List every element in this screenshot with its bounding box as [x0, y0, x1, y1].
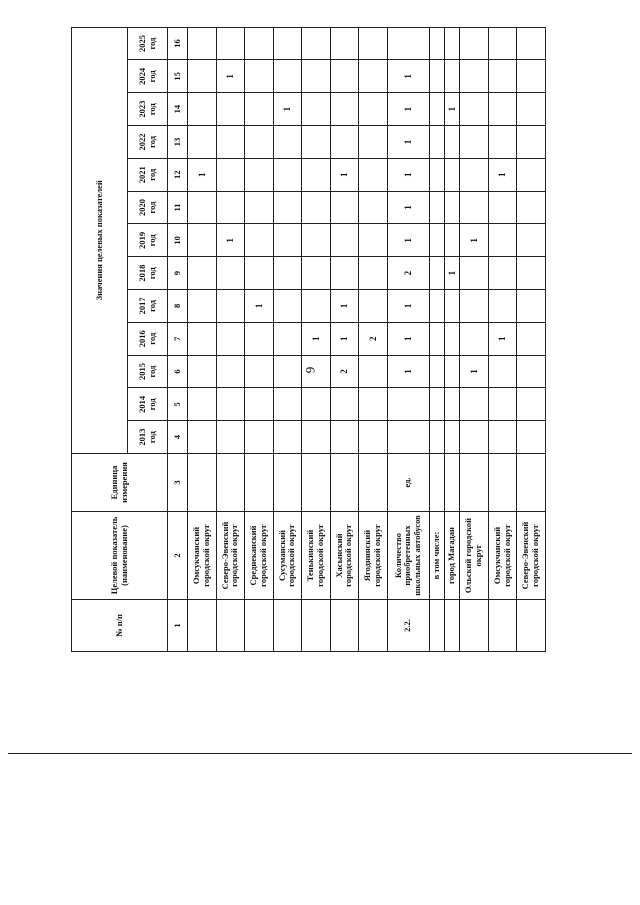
row-num [330, 600, 359, 652]
row-unit [444, 454, 460, 512]
row-value: 1 [488, 158, 517, 191]
row-value [216, 158, 245, 191]
column-number: 16 [168, 27, 188, 60]
row-value [245, 93, 274, 126]
table-row [302, 27, 331, 651]
row-value [429, 27, 444, 60]
row-value [359, 355, 388, 388]
row-value: 1 [387, 224, 429, 257]
column-number: 15 [168, 60, 188, 93]
row-value [444, 191, 460, 224]
row-value [273, 158, 302, 191]
row-value [517, 27, 546, 60]
header-year: 2015 год [128, 355, 168, 388]
row-value: 1 [444, 93, 460, 126]
row-value [245, 126, 274, 159]
row-value: 1 [330, 322, 359, 355]
row-value [488, 27, 517, 60]
row-value [517, 421, 546, 454]
row-value [245, 158, 274, 191]
column-number: 9 [168, 257, 188, 290]
row-value [517, 191, 546, 224]
row-value [460, 60, 489, 93]
column-number: 12 [168, 158, 188, 191]
table-row [245, 27, 274, 651]
row-num [302, 600, 331, 652]
row-num [216, 600, 245, 652]
row-unit [330, 454, 359, 512]
row-value [245, 257, 274, 290]
column-number: 5 [168, 388, 188, 421]
header-year: 2013 год [128, 421, 168, 454]
row-name: Омсукчанский городской округ [188, 512, 217, 600]
row-value: 1 [330, 290, 359, 323]
row-value [460, 126, 489, 159]
row-value [460, 93, 489, 126]
table-row [517, 27, 546, 651]
header-indicator: Целевой показатель (наименование) [72, 512, 168, 600]
row-value [302, 126, 331, 159]
row-value: 1 [273, 93, 302, 126]
column-number: 14 [168, 93, 188, 126]
row-value [216, 322, 245, 355]
row-name: Северо-Эвенский городской округ [517, 512, 546, 600]
row-value: 1 [188, 158, 217, 191]
row-value [273, 290, 302, 323]
column-number: 7 [168, 322, 188, 355]
row-value [517, 126, 546, 159]
row-value: 1 [387, 191, 429, 224]
header-year: 2022 год [128, 126, 168, 159]
row-value [460, 421, 489, 454]
row-num [444, 600, 460, 652]
row-value [188, 93, 217, 126]
row-name: Количество приобретенных школьных автобусов [387, 512, 429, 600]
row-value [188, 355, 217, 388]
table-row [273, 27, 302, 651]
row-value [460, 388, 489, 421]
row-value [330, 388, 359, 421]
row-value: 1 [387, 355, 429, 388]
row-value [216, 191, 245, 224]
row-value: 1 [387, 158, 429, 191]
row-value [302, 290, 331, 323]
header-values: Значения целевых показателей [72, 27, 128, 453]
row-value [429, 421, 444, 454]
row-value [387, 27, 429, 60]
row-value [444, 224, 460, 257]
row-value [488, 93, 517, 126]
row-value [517, 388, 546, 421]
row-unit [216, 454, 245, 512]
row-value [273, 60, 302, 93]
row-value [273, 421, 302, 454]
row-unit [517, 454, 546, 512]
row-value [302, 388, 331, 421]
row-value [216, 126, 245, 159]
column-number: 3 [168, 454, 188, 512]
row-unit [245, 454, 274, 512]
row-value [359, 191, 388, 224]
row-value [302, 421, 331, 454]
row-value [429, 93, 444, 126]
page-divider [8, 753, 632, 754]
table-row [387, 27, 429, 651]
column-number: 13 [168, 126, 188, 159]
row-value [188, 290, 217, 323]
row-value [429, 224, 444, 257]
row-value [517, 322, 546, 355]
row-num: 2.2. [387, 600, 429, 652]
row-value [429, 191, 444, 224]
header-year: 2016 год [128, 322, 168, 355]
row-value [488, 257, 517, 290]
row-value [330, 224, 359, 257]
table-row [330, 27, 359, 651]
row-value [359, 290, 388, 323]
row-value [444, 388, 460, 421]
row-value [460, 191, 489, 224]
row-unit [359, 454, 388, 512]
column-number: 6 [168, 355, 188, 388]
row-value [245, 60, 274, 93]
row-unit [488, 454, 517, 512]
header-year: 2023 год [128, 93, 168, 126]
row-num [245, 600, 274, 652]
row-value: 1 [387, 60, 429, 93]
row-value [488, 60, 517, 93]
row-value [517, 158, 546, 191]
row-unit [429, 454, 444, 512]
row-num [488, 600, 517, 652]
row-value [273, 224, 302, 257]
header-year: 2018 год [128, 257, 168, 290]
row-value [444, 27, 460, 60]
row-num [460, 600, 489, 652]
row-name: Ягоднинский городской округ [359, 512, 388, 600]
row-value [429, 158, 444, 191]
row-value [359, 224, 388, 257]
row-name: Северо-Эвенский городской округ [216, 512, 245, 600]
row-value: 1 [460, 224, 489, 257]
table-row [188, 27, 217, 651]
row-value [330, 27, 359, 60]
header-year: 2020 год [128, 191, 168, 224]
row-value [387, 388, 429, 421]
table-body [188, 27, 546, 651]
row-value [429, 322, 444, 355]
row-value [488, 191, 517, 224]
row-value [188, 257, 217, 290]
row-value: 1 [488, 322, 517, 355]
header-num: № п/п [72, 600, 168, 652]
row-value [302, 60, 331, 93]
row-value [488, 126, 517, 159]
indicators-table [71, 27, 546, 652]
row-value [330, 421, 359, 454]
header-year: 2024 год [128, 60, 168, 93]
row-value [188, 322, 217, 355]
column-number: 1 [168, 600, 188, 652]
row-value [460, 257, 489, 290]
row-value [188, 191, 217, 224]
row-value [245, 224, 274, 257]
row-num [188, 600, 217, 652]
row-value: 1 [387, 290, 429, 323]
row-name: Омсукчанский городской округ [488, 512, 517, 600]
row-value [488, 290, 517, 323]
row-value: 2 [330, 355, 359, 388]
header-year: 2019 год [128, 224, 168, 257]
row-num [359, 600, 388, 652]
row-value [359, 388, 388, 421]
row-value [429, 290, 444, 323]
header-year: 2014 год [128, 388, 168, 421]
row-value [216, 257, 245, 290]
row-unit [460, 454, 489, 512]
header-unit: Единица измерения [72, 454, 168, 512]
row-value [359, 257, 388, 290]
rotated-table-container [71, 37, 546, 652]
column-number: 10 [168, 224, 188, 257]
row-value [273, 27, 302, 60]
row-value [517, 224, 546, 257]
row-value: 1 [387, 126, 429, 159]
row-value: 1 [460, 355, 489, 388]
row-value [273, 257, 302, 290]
table-row [444, 27, 460, 651]
row-value [429, 126, 444, 159]
row-value [302, 93, 331, 126]
row-value [302, 224, 331, 257]
row-name: Хасынский городской округ [330, 512, 359, 600]
table-row [460, 27, 489, 651]
row-value [216, 27, 245, 60]
row-name: Ольский городской округ [460, 512, 489, 600]
row-name: Сусуманский городской округ [273, 512, 302, 600]
row-value [488, 355, 517, 388]
row-value [460, 290, 489, 323]
row-value [188, 421, 217, 454]
row-value [302, 191, 331, 224]
row-value [429, 355, 444, 388]
row-value [188, 126, 217, 159]
table-row [429, 27, 444, 651]
table-row [216, 27, 245, 651]
table-row [359, 27, 388, 651]
column-number: 2 [168, 512, 188, 600]
row-name: город Магадан [444, 512, 460, 600]
row-value: 1 [216, 224, 245, 257]
row-name: в том числе: [429, 512, 444, 600]
row-name: Среднеканский городской округ [245, 512, 274, 600]
row-value [273, 191, 302, 224]
column-numbers-row [168, 27, 188, 651]
row-value [444, 322, 460, 355]
row-num [273, 600, 302, 652]
row-value [188, 60, 217, 93]
table-row [488, 27, 517, 651]
row-value [188, 224, 217, 257]
row-num [517, 600, 546, 652]
row-value [245, 27, 274, 60]
row-value: 1 [444, 257, 460, 290]
row-value [359, 421, 388, 454]
row-value [488, 224, 517, 257]
row-num [429, 600, 444, 652]
row-value [330, 126, 359, 159]
row-value [245, 355, 274, 388]
row-value [444, 290, 460, 323]
row-value [444, 355, 460, 388]
row-value: 1 [387, 322, 429, 355]
row-name: Тенькинский городской округ [302, 512, 331, 600]
row-unit [273, 454, 302, 512]
header-year: 2021 год [128, 158, 168, 191]
row-value [517, 355, 546, 388]
row-value [460, 27, 489, 60]
row-value [359, 158, 388, 191]
page-number: 9 [302, 366, 318, 374]
row-value [245, 191, 274, 224]
row-value [359, 27, 388, 60]
row-value [359, 60, 388, 93]
row-value [273, 126, 302, 159]
row-value [216, 93, 245, 126]
row-value [216, 355, 245, 388]
row-value [517, 93, 546, 126]
row-value [359, 126, 388, 159]
row-value: 2 [387, 257, 429, 290]
row-value [273, 388, 302, 421]
row-value [245, 322, 274, 355]
row-value: 1 [387, 93, 429, 126]
row-value [330, 257, 359, 290]
header-year: 2025 год [128, 27, 168, 60]
row-value [302, 27, 331, 60]
row-value [302, 158, 331, 191]
row-value [517, 290, 546, 323]
row-value [330, 60, 359, 93]
row-value [216, 421, 245, 454]
column-number: 11 [168, 191, 188, 224]
row-value [444, 126, 460, 159]
row-value: 1 [302, 322, 331, 355]
row-value [188, 388, 217, 421]
row-unit [188, 454, 217, 512]
row-unit: ед. [387, 454, 429, 512]
row-value [273, 355, 302, 388]
row-value [216, 290, 245, 323]
row-value [517, 60, 546, 93]
row-value [188, 27, 217, 60]
row-value [488, 388, 517, 421]
row-value: 2 [359, 322, 388, 355]
column-number: 8 [168, 290, 188, 323]
row-value [245, 388, 274, 421]
row-value: 1 [330, 158, 359, 191]
row-value [302, 257, 331, 290]
row-value [444, 158, 460, 191]
row-value: 1 [216, 60, 245, 93]
row-unit [302, 454, 331, 512]
row-value [429, 388, 444, 421]
column-number: 4 [168, 421, 188, 454]
row-value [517, 257, 546, 290]
header-year: 2017 год [128, 290, 168, 323]
row-value [460, 322, 489, 355]
row-value [330, 93, 359, 126]
row-value [488, 421, 517, 454]
row-value: 1 [245, 290, 274, 323]
row-value [330, 191, 359, 224]
row-value [245, 421, 274, 454]
row-value [302, 355, 331, 388]
row-value [444, 60, 460, 93]
row-value [216, 388, 245, 421]
row-value [460, 158, 489, 191]
row-value [429, 257, 444, 290]
row-value [359, 93, 388, 126]
row-value [273, 322, 302, 355]
row-value [444, 421, 460, 454]
row-value [429, 60, 444, 93]
row-value [387, 421, 429, 454]
